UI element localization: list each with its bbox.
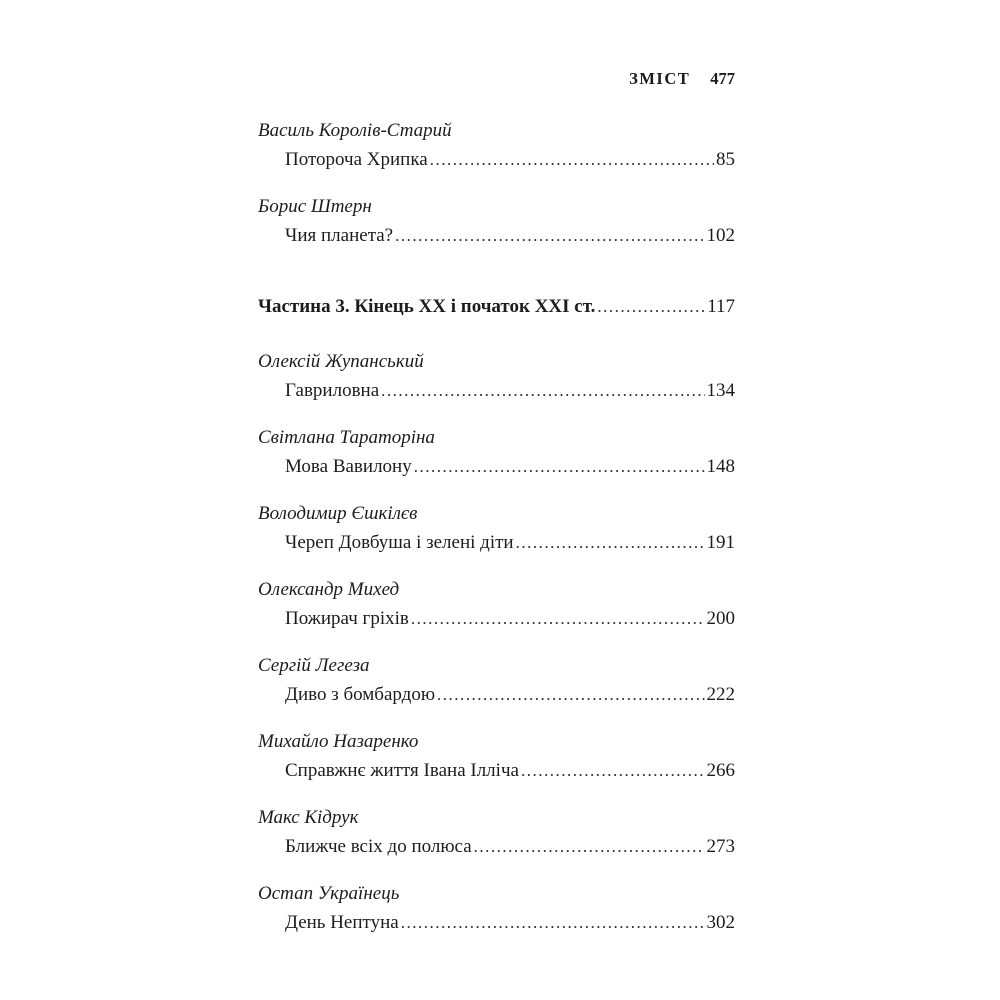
toc-page-number: 273 (706, 836, 735, 857)
toc-entry (258, 803, 735, 861)
toc-author: Світлана Тараторіна (258, 427, 435, 448)
toc-author: Макс Кідрук (258, 807, 359, 828)
toc-page-number: 134 (706, 380, 735, 401)
toc-title: Пожирач гріхів (285, 608, 409, 629)
toc-section-title: Частина 3. Кінець XX і початок XXI ст. (258, 296, 596, 317)
toc-page-number: 302 (706, 912, 735, 933)
toc-entry (258, 727, 735, 785)
toc-entry (258, 499, 735, 557)
toc-title: Гавриловна (285, 380, 380, 401)
toc-page-number: 222 (706, 684, 735, 705)
toc-title: Потороча Хрипка (285, 149, 428, 170)
toc-author: Борис Штерн (258, 196, 372, 217)
dot-leader (597, 292, 705, 321)
toc-title: Чия планета? (285, 225, 394, 246)
toc-title: Справжнє життя Івана Ілліча (285, 760, 519, 781)
toc-entry (258, 651, 735, 709)
toc-author: Сергій Легеза (258, 655, 370, 676)
toc-page-number: 266 (706, 760, 735, 781)
toc-page-number: 102 (706, 225, 735, 246)
running-head (258, 68, 735, 90)
dot-leader (516, 528, 705, 557)
toc-title: Ближче всіх до полюса (285, 836, 472, 857)
toc-title-line (258, 604, 735, 633)
toc-page-number: 85 (716, 149, 735, 170)
toc-author: Олександр Михед (258, 579, 400, 600)
dot-leader (395, 221, 704, 250)
toc-author: Остап Українець (258, 883, 400, 904)
toc-entry (258, 192, 735, 250)
toc-page-number: 200 (706, 608, 735, 629)
toc-page-number: 117 (707, 296, 735, 317)
toc-title: День Нептуна (285, 912, 399, 933)
toc-title-line (258, 832, 735, 861)
toc-title: Диво з бомбардою (285, 684, 436, 705)
toc-list (258, 116, 735, 937)
dot-leader (521, 756, 705, 785)
toc-section (258, 292, 735, 321)
toc-entry (258, 879, 735, 937)
toc-title-line (258, 756, 735, 785)
toc-section-line (258, 292, 735, 321)
dot-leader (381, 376, 704, 405)
toc-author: Володимир Єшкілєв (258, 503, 418, 524)
toc-page-number: 148 (706, 456, 735, 477)
toc-title: Мова Вавилону (285, 456, 412, 477)
toc-page-number: 191 (706, 532, 735, 553)
toc-title: Череп Довбуша і зелені діти (285, 532, 514, 553)
toc-title-line (258, 145, 735, 174)
toc-title-line (258, 680, 735, 709)
toc-title-line (258, 908, 735, 937)
toc-author: Михайло Назаренко (258, 731, 419, 752)
dot-leader (411, 604, 705, 633)
toc-entry (258, 423, 735, 481)
dot-leader (474, 832, 705, 861)
header-page-number: 477 (710, 69, 735, 88)
dot-leader (401, 908, 705, 937)
toc-entry (258, 116, 735, 174)
toc-entry (258, 575, 735, 633)
dot-leader (437, 680, 704, 709)
toc-title-line (258, 376, 735, 405)
dot-leader (430, 145, 714, 174)
dot-leader (414, 452, 705, 481)
toc-title-line (258, 221, 735, 250)
header-title: ЗМІСТ (629, 69, 691, 88)
toc-author: Василь Королів-Старий (258, 120, 452, 141)
toc-author: Олексій Жупанський (258, 351, 424, 372)
toc-title-line (258, 452, 735, 481)
toc-title-line (258, 528, 735, 557)
toc-entry (258, 347, 735, 405)
